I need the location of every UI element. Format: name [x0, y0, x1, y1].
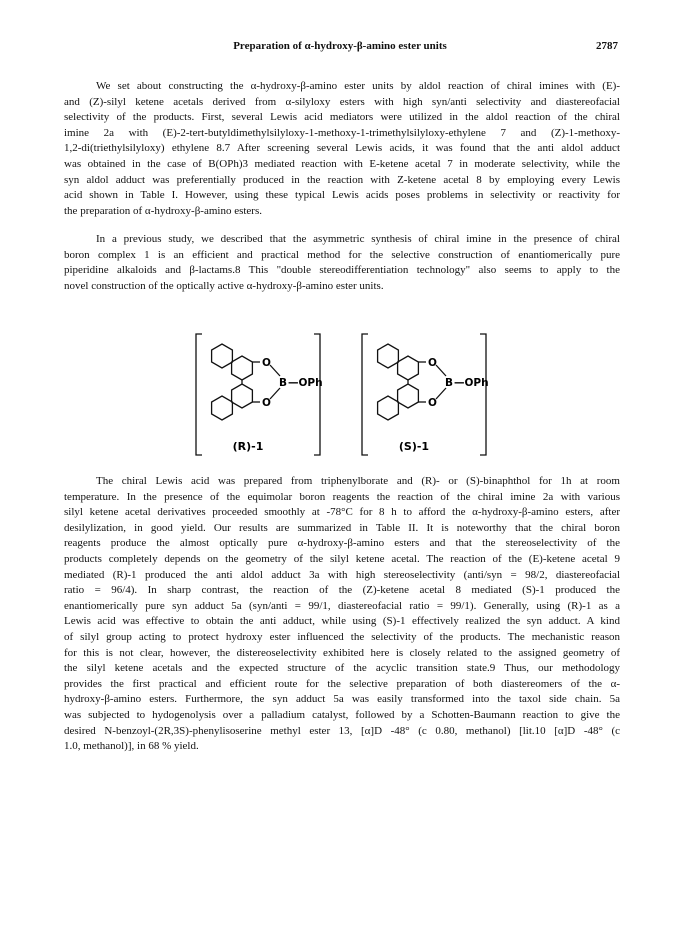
- o-b-bond: [436, 388, 446, 399]
- paragraph-line: 1.0, methanol)], in 68 % yield.: [64, 740, 199, 753]
- paragraph-line: for this is not clear, however, the distereoselectivity exhibited here is closely related to the assigned geometry of: [64, 646, 620, 659]
- paragraph-line: In a previous study, we described that the asymmetric synthesis of chiral imine in the presence of chiral: [96, 233, 620, 245]
- paragraph-line: was subjected to hydogenolysis over a palladium catalyst, followed by a Schotten-Baumann reaction to give the: [64, 708, 620, 721]
- paragraph-line: of silyl group acting to protect hydroxy ester influenced the selectivity of the products. The mechanistic reason: [64, 630, 620, 643]
- paragraph-1: [64, 79, 620, 219]
- phenoxy-label: —OPh: [288, 377, 323, 389]
- paragraph-line: enantiomerically pure syn adduct 5a (syn/anti = 99/1, diastereofacial ratio = 99/1). Generally, using (R)-1 as a: [64, 599, 620, 612]
- paragraph-line: hydroxy-β-amino esters. Furthermore, the syn adduct 5a was easily transformed into the taxol side chain. 5a: [64, 693, 620, 706]
- o-b-bond: [270, 365, 280, 376]
- o-b-bond: [270, 388, 280, 399]
- structure-label: (S)-1: [398, 440, 430, 453]
- paragraph-line: the silyl ketene acetals and the expected structure of the acyclic transition state.9 Thus, our methodology: [64, 662, 620, 675]
- oxygen-atom-label: O: [262, 397, 271, 409]
- paragraph-line: We set about constructing the α-hydroxy-β-amino ester units by aldol reaction of chiral imines with (E)-: [96, 80, 620, 92]
- naphthalene-ring: [378, 396, 399, 420]
- paragraph-3: [64, 474, 620, 755]
- oxygen-atom-label: O: [262, 357, 271, 369]
- paragraph-line: mediated (R)-1 produced the anti aldol adduct 3a with high stereoselectivity (anti/syn = 98/2, diastereofacial: [64, 568, 620, 581]
- paragraph-line: ratio = 96/4). In sharp contrast, the reaction of the (Z)-ketene acetal 8 mediated (S)-1 produced the: [64, 584, 620, 597]
- structure-label: (R)-1: [232, 440, 264, 453]
- paragraph-line: desired N-benzoyl-(2R,3S)-phenylisoserine methyl ester 13, [α]D -48° (c 0.80, methanol) [lit.10 [α]D -48° (c: [64, 724, 620, 737]
- paragraph-line: syn aldol adduct was preferentially produced in the reaction with Z-ketene acetal 8 by employing every Lewis: [64, 173, 620, 186]
- paragraph-line: boron complex 1 is an efficient and practical method for the selective construction of enantiomerically pure: [64, 248, 620, 261]
- right-bracket: [314, 334, 320, 455]
- paragraph-line: temperature. In the presence of the equimolar boron reagents the reaction of the chiral imine 2a with various: [64, 490, 620, 503]
- naphthalene-ring: [232, 384, 253, 408]
- paragraph-line: acid shown in Table I. However, using these typical Lewis acids poses problems in selectivity or reactivity for: [64, 189, 620, 202]
- paragraph-line: desilylization, in good yield. Our results are summarized in Table II. It is noteworthy that the chiral boron: [64, 521, 620, 534]
- structure-r-1: [196, 334, 323, 455]
- running-head: [0, 40, 680, 56]
- paragraph-line: selectivity of the products. First, several Lewis acid mediators were utilized in the aldol reaction of the chiral: [64, 111, 620, 124]
- naphthalene-ring: [232, 356, 253, 380]
- boron-atom-label: B: [445, 377, 454, 389]
- naphthalene-ring: [398, 356, 419, 380]
- phenoxy-label: —OPh: [454, 377, 489, 389]
- boron-atom-label: B: [279, 377, 288, 389]
- paragraph-line: was obtained in the case of B(OPh)3 mediated reaction with E-ketene acetal 7 in moderate selectivity, while the: [64, 157, 620, 170]
- paragraph-line: Lewis acid was effective to obtain the anti adduct, while using (S)-1 effectively realized the syn adduct. A kind: [64, 615, 620, 628]
- right-bracket: [480, 334, 486, 455]
- oxygen-atom-label: O: [428, 397, 437, 409]
- paragraph-line: novel construction of the optically active α-hydroxy-β-amino ester units.: [64, 279, 384, 292]
- paragraph-line: 1,2-di(triethylsilyloxy) ethylene 8.7 After screening several Lewis acids, it was found that the anti aldol adduct: [64, 142, 620, 155]
- left-bracket: [362, 334, 368, 455]
- paragraph-line: products completely depends on the geometry of the silyl ketene acetal. The reaction of the (E)-ketene acetal 9: [64, 552, 620, 565]
- running-title: Preparation of α-hydroxy-β-amino ester units: [233, 40, 447, 52]
- paragraph-line: reagents produce the almost optically pure α-hydroxy-β-amino esters and that the stereoselectivity of the: [64, 537, 620, 550]
- o-b-bond: [436, 365, 446, 376]
- left-bracket: [196, 334, 202, 455]
- paragraph-line: piperidine alkaloids and β-lactams.8 This "double stereodifferentiation technology" also seems to apply to the: [64, 264, 620, 277]
- page-number: 2787: [596, 40, 618, 52]
- paragraph-2: [64, 232, 620, 294]
- structure-s-1: [362, 334, 489, 455]
- paragraph-line: and (Z)-silyl ketene acetals derived from α-silyloxy esters with high syn/anti selectivity and diastereofacial: [64, 95, 620, 108]
- paragraph-line: silyl ketene acetal derivatives proceeded smoothly at -78°C for 8 h to afford the α-hydroxy-β-amino esters, after: [64, 506, 620, 519]
- paragraph-line: imine 2a with (E)-2-tert-butyldimethylsilyloxy-1-methoxy-1-trimethylsilyloxy-ethylene 7 and (Z)-1-methoxy-: [64, 126, 620, 139]
- paragraph-line: The chiral Lewis acid was prepared from triphenylborate and (R)- or (S)-binaphthol for 1h at room: [96, 475, 620, 487]
- binaphthol-borate-scheme: [0, 332, 680, 467]
- naphthalene-ring: [212, 396, 233, 420]
- oxygen-atom-label: O: [428, 357, 437, 369]
- naphthalene-ring: [212, 344, 233, 368]
- paragraph-line: the preparation of α-hydroxy-β-amino esters.: [64, 204, 262, 217]
- paragraph-line: provides the first practical and efficient route for the selective preparation of both diastereomers of the α-: [64, 677, 620, 690]
- naphthalene-ring: [378, 344, 399, 368]
- naphthalene-ring: [398, 384, 419, 408]
